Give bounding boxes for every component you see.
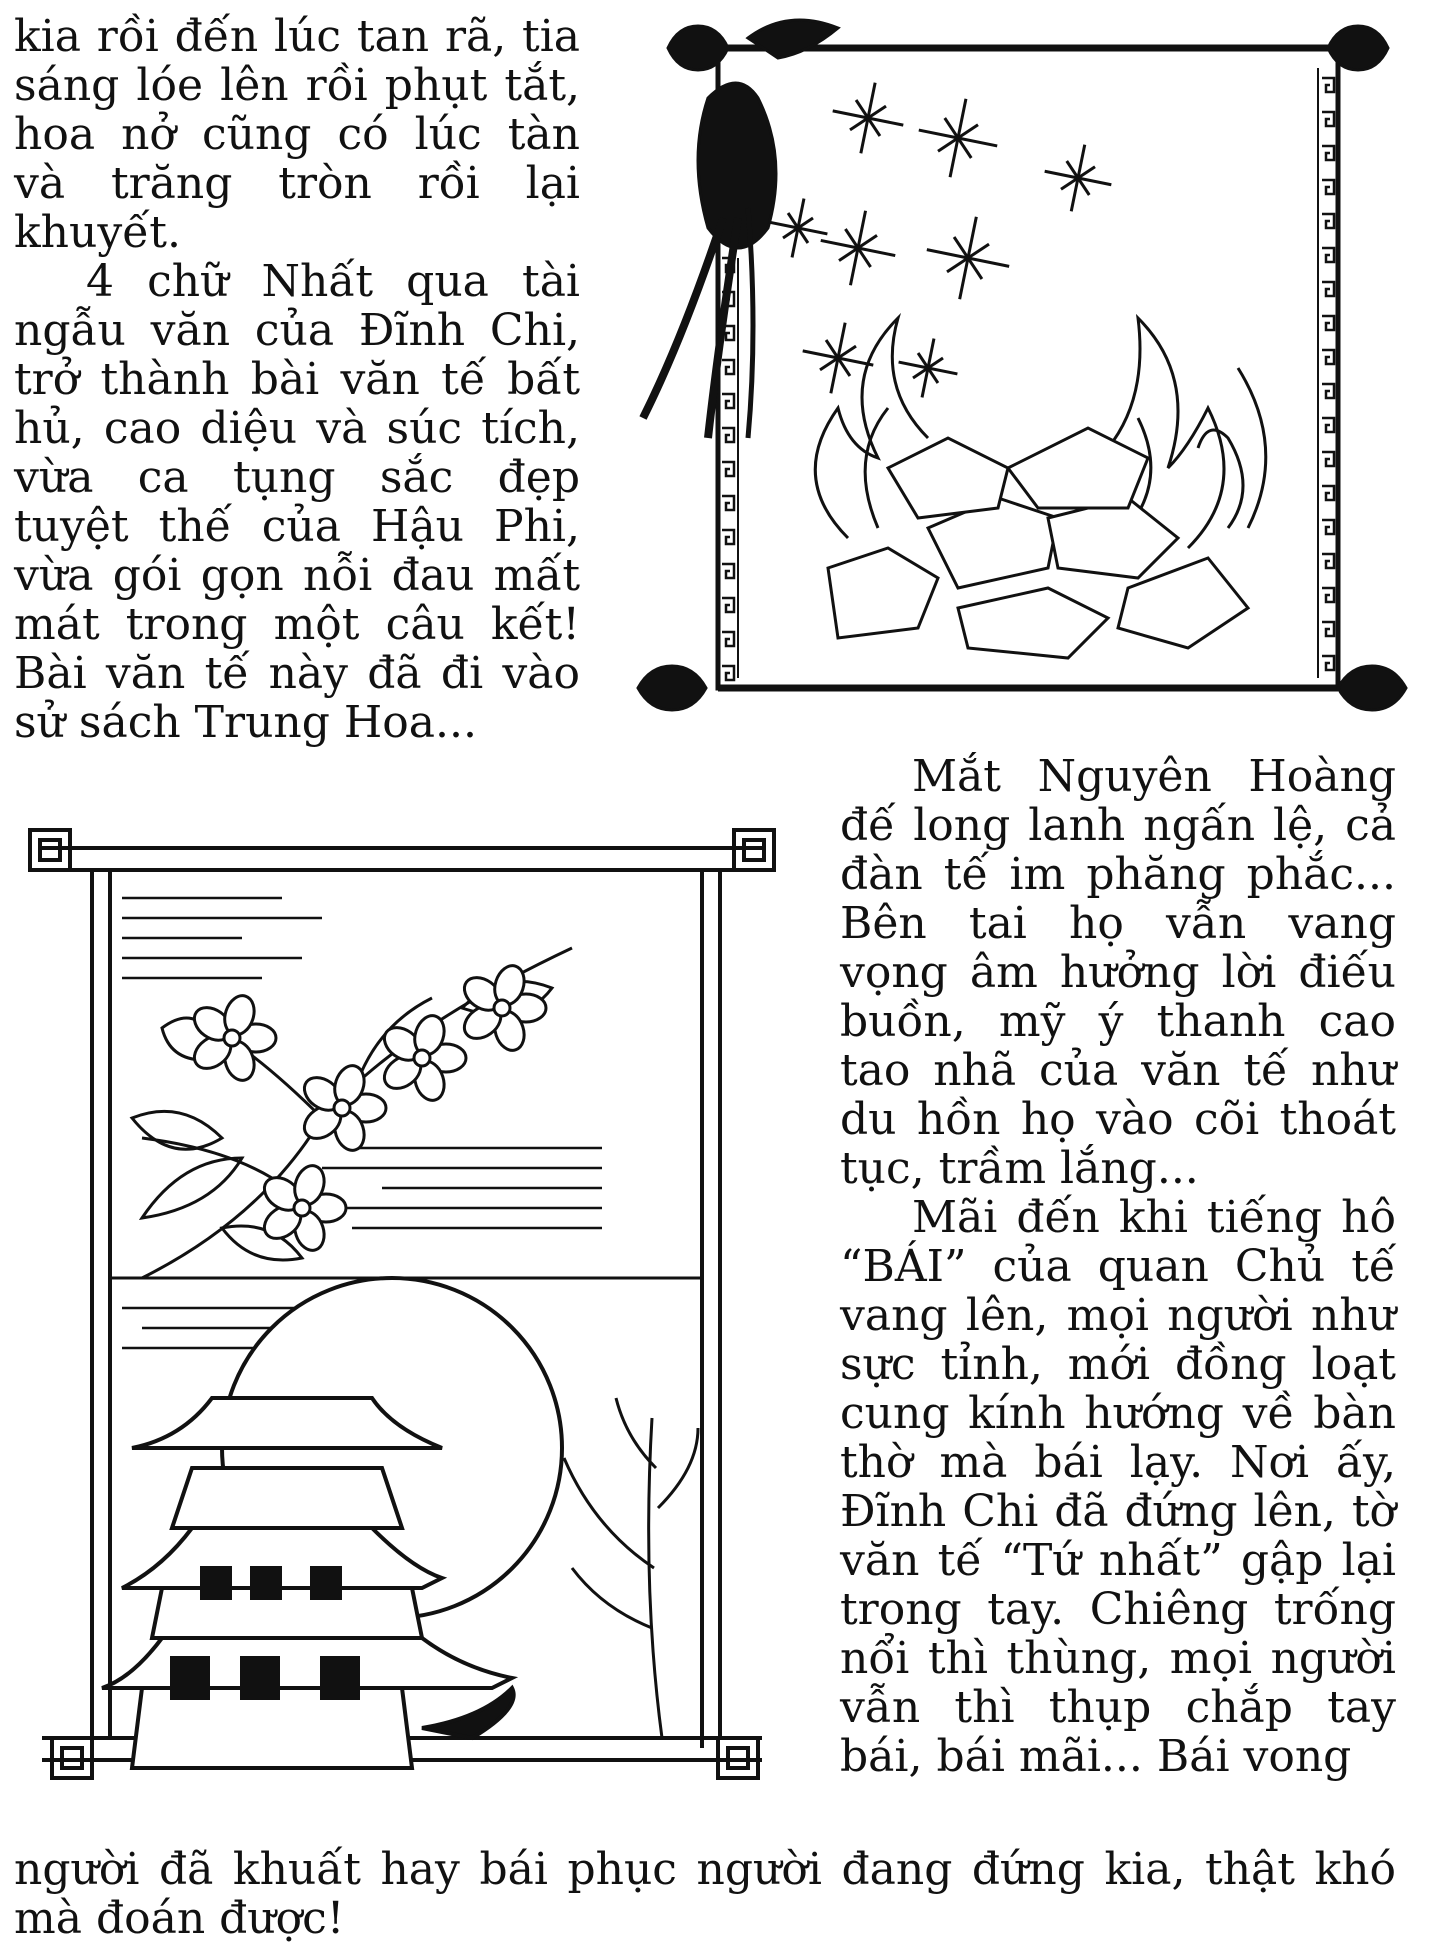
text-column-right (840, 752, 1396, 1781)
blossoms (188, 962, 546, 1254)
paragraph-bai: Mãi đến khi tiếng hô “BÁI” của quan Chủ tế vang lên, mọi người như sực tỉnh, mới đồng loạt cung kính hướng về bàn thờ mà bái lạy. Nơi ấy, Đĩnh Chi đã đứng lên, tờ văn tế “Tứ nhất” gập lại trong tay. Chiêng trống nổi thì thùng, mọi người vẫn thì thụp chắp tay bái, bái mãi... Bái vong (840, 1192, 1396, 1782)
paragraph-ending: kia rồi đến lúc tan rã, tia sáng lóe lên rồi phụt tắt, hoa nở cũng có lúc tàn và trăng tròn rồi lại khuyết. (14, 11, 580, 258)
meander-border-right (1322, 78, 1334, 670)
coals (828, 428, 1248, 658)
paragraph-four-nhat: 4 chữ Nhất qua tài ngẫu văn của Đĩnh Chi, trở thành bài văn tế bất hủ, cao diệu và súc tích, vừa ca tụng sắc đẹp tuyệt thế của Hậu Phi, vừa gói gọn nỗi đau mất mát trong một câu kết! Bài văn tế này đã đi vào sử sách Trung Hoa... (14, 256, 580, 748)
scroll-fire-illustration (628, 8, 1428, 720)
text-bottom-line (14, 1845, 1396, 1943)
sparks (769, 83, 1112, 398)
paragraph-emperor-tears: Mắt Nguyên Hoàng đế long lanh ngấn lệ, cả đàn tế im phăng phắc... Bên tai họ vẫn vang vọng âm hưởng lời điếu buồn, mỹ ý thanh cao tao nhã của văn tế như du hồn họ vào cõi thoát tục, trầm lắng... (840, 751, 1396, 1194)
paragraph-closing: người đã khuất hay bái phục người đang đứng kia, thật khó mà đoán được! (14, 1844, 1396, 1944)
bare-twig (564, 1398, 698, 1738)
panel-blossom-pagoda-illustration (22, 808, 782, 1798)
text-column-top-left (14, 12, 580, 747)
